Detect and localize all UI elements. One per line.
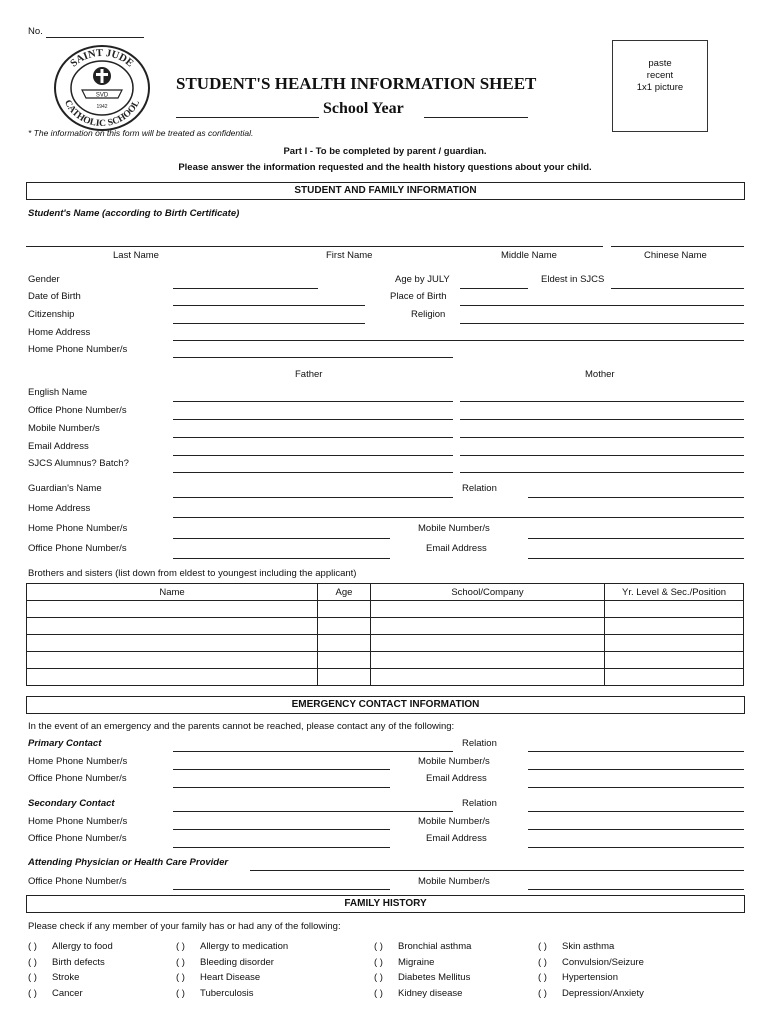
checkbox[interactable]: ( ): [374, 988, 383, 999]
sibling-age-cell[interactable]: [318, 635, 371, 652]
siblings-header-level: Yr. Level & Sec./Position: [605, 584, 744, 601]
physician-mobile-field[interactable]: [528, 889, 744, 890]
condition-label: Allergy to food: [52, 941, 113, 952]
condition-label: Diabetes Mellitus: [398, 972, 471, 983]
mother-alumnus-field[interactable]: [460, 472, 744, 473]
primary-contact-field[interactable]: [173, 751, 453, 752]
citizenship-field[interactable]: [173, 323, 365, 324]
checkbox[interactable]: ( ): [538, 972, 547, 983]
first-name-label: First Name: [326, 250, 373, 261]
primary-email-label: Email Address: [426, 773, 487, 784]
father-office-phone-field[interactable]: [173, 419, 453, 420]
checkbox[interactable]: ( ): [176, 957, 185, 968]
logo-ribbon: SVD: [95, 92, 109, 99]
table-row: [27, 652, 744, 669]
sibling-level-cell[interactable]: [605, 618, 744, 635]
form-number-field[interactable]: [46, 37, 144, 38]
checkbox[interactable]: ( ): [538, 957, 547, 968]
mother-english-name-field[interactable]: [460, 401, 744, 402]
physician-mobile-label: Mobile Number/s: [418, 876, 490, 887]
guardian-mobile-field[interactable]: [528, 538, 744, 539]
sibling-school-cell[interactable]: [371, 601, 605, 618]
english-name-label: English Name: [28, 387, 88, 398]
secondary-home-phone-field[interactable]: [173, 829, 390, 830]
secondary-home-phone-label: Home Phone Number/s: [28, 816, 128, 827]
religion-label: Religion: [411, 309, 446, 320]
table-row: [27, 669, 744, 686]
home-address-field[interactable]: [173, 340, 744, 341]
gender-field[interactable]: [173, 288, 318, 289]
check-skin-asthma[interactable]: [538, 941, 614, 952]
condition-label: Allergy to medication: [200, 941, 289, 952]
check-depression[interactable]: [538, 988, 644, 999]
checkbox[interactable]: ( ): [28, 941, 37, 952]
sibling-name-cell[interactable]: [27, 601, 318, 618]
secondary-office-phone-field[interactable]: [173, 847, 390, 848]
emergency-intro: In the event of an emergency and the parents cannot be reached, please contact any of the following:: [28, 721, 455, 732]
check-bronchial-asthma[interactable]: [374, 941, 471, 952]
condition-label: Migraine: [398, 957, 435, 968]
physician-label: Attending Physician or Health Care Provider: [28, 857, 229, 868]
mother-office-phone-field[interactable]: [460, 419, 744, 420]
primary-contact-label: Primary Contact: [28, 738, 102, 749]
condition-label: Bronchial asthma: [398, 941, 472, 952]
primary-home-phone-field[interactable]: [173, 769, 390, 770]
sibling-age-cell[interactable]: [318, 601, 371, 618]
chinese-name-field[interactable]: [611, 246, 744, 247]
sibling-name-cell[interactable]: [27, 669, 318, 686]
condition-label: Hypertension: [562, 972, 618, 983]
siblings-header-row: [27, 584, 744, 601]
table-row: [27, 618, 744, 635]
siblings-table: [26, 583, 744, 686]
pob-field[interactable]: [460, 305, 744, 306]
citizenship-label: Citizenship: [28, 309, 75, 320]
check-stroke[interactable]: [28, 972, 79, 983]
eldest-label: Eldest in SJCS: [541, 274, 605, 285]
physician-office-phone-field[interactable]: [173, 889, 390, 890]
form-title: STUDENT'S HEALTH INFORMATION SHEET: [176, 74, 537, 93]
table-row: [27, 635, 744, 652]
father-heading: Father: [295, 369, 323, 380]
sibling-school-cell[interactable]: [371, 669, 605, 686]
mother-heading: Mother: [585, 369, 615, 380]
guardian-office-phone-label: Office Phone Number/s: [28, 543, 127, 554]
secondary-email-label: Email Address: [426, 833, 487, 844]
chinese-name-label: Chinese Name: [644, 250, 707, 261]
dob-field[interactable]: [173, 305, 365, 306]
sibling-name-cell[interactable]: [27, 652, 318, 669]
confidential-note: * The information on this form will be treated as confidential.: [28, 128, 254, 138]
check-heart-disease[interactable]: [176, 972, 260, 983]
family-history-intro: Please check if any member of your family has or had any of the following:: [28, 921, 341, 932]
sibling-school-cell[interactable]: [371, 635, 605, 652]
siblings-intro: Brothers and sisters (list down from eldest to youngest including the applicant): [28, 568, 357, 579]
checkbox[interactable]: ( ): [176, 988, 185, 999]
school-year-end-field[interactable]: [424, 117, 528, 118]
condition-label: Cancer: [52, 988, 83, 999]
check-bleeding-disorder[interactable]: [176, 957, 274, 968]
guardian-relation-label: Relation: [462, 483, 497, 494]
secondary-office-phone-label: Office Phone Number/s: [28, 833, 127, 844]
photo-placeholder: [612, 40, 708, 132]
secondary-mobile-field[interactable]: [528, 829, 744, 830]
primary-mobile-label: Mobile Number/s: [418, 756, 490, 767]
sibling-school-cell[interactable]: [371, 652, 605, 669]
check-cancer[interactable]: [28, 988, 83, 999]
physician-field[interactable]: [250, 870, 744, 871]
guardian-mobile-label: Mobile Number/s: [418, 523, 490, 534]
photo-text-3: 1x1 picture: [636, 82, 684, 93]
instruction-text: Please answer the information requested and the health history questions about your child.: [178, 162, 592, 173]
condition-label: Bleeding disorder: [200, 957, 274, 968]
primary-office-phone-label: Office Phone Number/s: [28, 773, 127, 784]
siblings-header-name: Name: [27, 584, 318, 601]
father-english-name-field[interactable]: [173, 401, 453, 402]
check-tuberculosis[interactable]: [176, 988, 254, 999]
student-name-field[interactable]: [26, 246, 603, 247]
checkbox[interactable]: ( ): [538, 988, 547, 999]
home-phone-field[interactable]: [173, 357, 453, 358]
check-kidney-disease[interactable]: [374, 988, 462, 999]
checkbox[interactable]: ( ): [28, 988, 37, 999]
check-hypertension[interactable]: [538, 972, 618, 983]
checkbox[interactable]: ( ): [28, 957, 37, 968]
age-label: Age by JULY: [395, 274, 450, 285]
primary-email-field[interactable]: [528, 787, 744, 788]
condition-label: Heart Disease: [200, 972, 261, 983]
guardian-home-address-field[interactable]: [173, 517, 744, 518]
condition-label: Tuberculosis: [200, 988, 254, 999]
section-family-history: FAMILY HISTORY: [26, 895, 745, 913]
checkbox[interactable]: ( ): [28, 972, 37, 983]
school-logo: [52, 44, 152, 132]
guardian-relation-field[interactable]: [528, 497, 744, 498]
sibling-level-cell[interactable]: [605, 669, 744, 686]
siblings-header-age: Age: [318, 584, 371, 601]
check-migraine[interactable]: [374, 957, 434, 968]
siblings-header-school: School/Company: [371, 584, 605, 601]
guardian-home-phone-label: Home Phone Number/s: [28, 523, 128, 534]
pob-label: Place of Birth: [390, 291, 447, 302]
sibling-age-cell[interactable]: [318, 652, 371, 669]
checkbox[interactable]: ( ): [374, 941, 383, 952]
condition-label: Kidney disease: [398, 988, 463, 999]
primary-office-phone-field[interactable]: [173, 787, 390, 788]
condition-label: Convulsion/Seizure: [562, 957, 644, 968]
mother-mobile-field[interactable]: [460, 437, 744, 438]
sibling-school-cell[interactable]: [371, 618, 605, 635]
guardian-home-address-label: Home Address: [28, 503, 91, 514]
check-diabetes[interactable]: [374, 972, 470, 983]
sibling-level-cell[interactable]: [605, 635, 744, 652]
physician-office-phone-label: Office Phone Number/s: [28, 876, 127, 887]
section-student-family: STUDENT AND FAMILY INFORMATION: [26, 182, 745, 200]
father-alumnus-field[interactable]: [173, 472, 453, 473]
table-row: [27, 601, 744, 618]
father-email-field[interactable]: [173, 455, 453, 456]
check-allergy-food[interactable]: [28, 941, 113, 952]
guardian-home-phone-field[interactable]: [173, 538, 390, 539]
checkbox[interactable]: ( ): [374, 972, 383, 983]
secondary-relation-label: Relation: [462, 798, 497, 809]
secondary-contact-field[interactable]: [173, 811, 453, 812]
checkbox[interactable]: ( ): [176, 972, 185, 983]
gender-label: Gender: [28, 274, 60, 285]
sibling-name-cell[interactable]: [27, 618, 318, 635]
condition-label: Birth defects: [52, 957, 105, 968]
student-name-label: Student's Name (according to Birth Certificate): [28, 208, 240, 219]
condition-label: Depression/Anxiety: [562, 988, 644, 999]
parent-email-label: Email Address: [28, 441, 89, 452]
guardian-name-label: Guardian's Name: [28, 483, 102, 494]
father-mobile-field[interactable]: [173, 437, 453, 438]
dob-label: Date of Birth: [28, 291, 81, 302]
middle-name-label: Middle Name: [501, 250, 557, 261]
primary-home-phone-label: Home Phone Number/s: [28, 756, 128, 767]
photo-text-2: recent: [646, 70, 674, 81]
secondary-mobile-label: Mobile Number/s: [418, 816, 490, 827]
secondary-contact-label: Secondary Contact: [28, 798, 115, 809]
logo-top-text: SAINT JUDE: [68, 47, 136, 70]
logo-bottom-text: CATHOLIC SCHOOL: [61, 98, 143, 130]
check-birth-defects[interactable]: [28, 957, 105, 968]
religion-field[interactable]: [460, 323, 744, 324]
guardian-email-label: Email Address: [426, 543, 487, 554]
checkbox[interactable]: ( ): [176, 941, 185, 952]
form-number-label: No.: [28, 26, 43, 37]
condition-label: Stroke: [52, 972, 80, 983]
sibling-age-cell[interactable]: [318, 618, 371, 635]
school-year-start-field[interactable]: [176, 117, 319, 118]
alumnus-label: SJCS Alumnus? Batch?: [28, 458, 129, 469]
logo-year: 1942: [96, 104, 108, 110]
primary-relation-field[interactable]: [528, 751, 744, 752]
part-heading: Part I - To be completed by parent / guardian.: [283, 146, 487, 157]
guardian-name-field[interactable]: [173, 497, 453, 498]
eldest-field[interactable]: [611, 288, 744, 289]
sibling-level-cell[interactable]: [605, 601, 744, 618]
section-emergency: EMERGENCY CONTACT INFORMATION: [26, 696, 745, 714]
secondary-email-field[interactable]: [528, 847, 744, 848]
checkbox[interactable]: ( ): [374, 957, 383, 968]
sibling-age-cell[interactable]: [318, 669, 371, 686]
secondary-relation-field[interactable]: [528, 811, 744, 812]
check-convulsion[interactable]: [538, 957, 644, 968]
home-address-label: Home Address: [28, 327, 91, 338]
check-allergy-medication[interactable]: [176, 941, 288, 952]
condition-label: Skin asthma: [562, 941, 615, 952]
sibling-name-cell[interactable]: [27, 635, 318, 652]
mother-email-field[interactable]: [460, 455, 744, 456]
home-phone-label: Home Phone Number/s: [28, 344, 128, 355]
age-field[interactable]: [460, 288, 528, 289]
guardian-office-phone-field[interactable]: [173, 558, 390, 559]
checkbox[interactable]: ( ): [538, 941, 547, 952]
parent-mobile-label: Mobile Number/s: [28, 423, 100, 434]
primary-relation-label: Relation: [462, 738, 497, 749]
sibling-level-cell[interactable]: [605, 652, 744, 669]
school-year-label: School Year: [323, 100, 404, 117]
last-name-label: Last Name: [113, 250, 159, 261]
primary-mobile-field[interactable]: [528, 769, 744, 770]
guardian-email-field[interactable]: [528, 558, 744, 559]
photo-text-1: paste: [648, 58, 672, 69]
parent-office-phone-label: Office Phone Number/s: [28, 405, 127, 416]
